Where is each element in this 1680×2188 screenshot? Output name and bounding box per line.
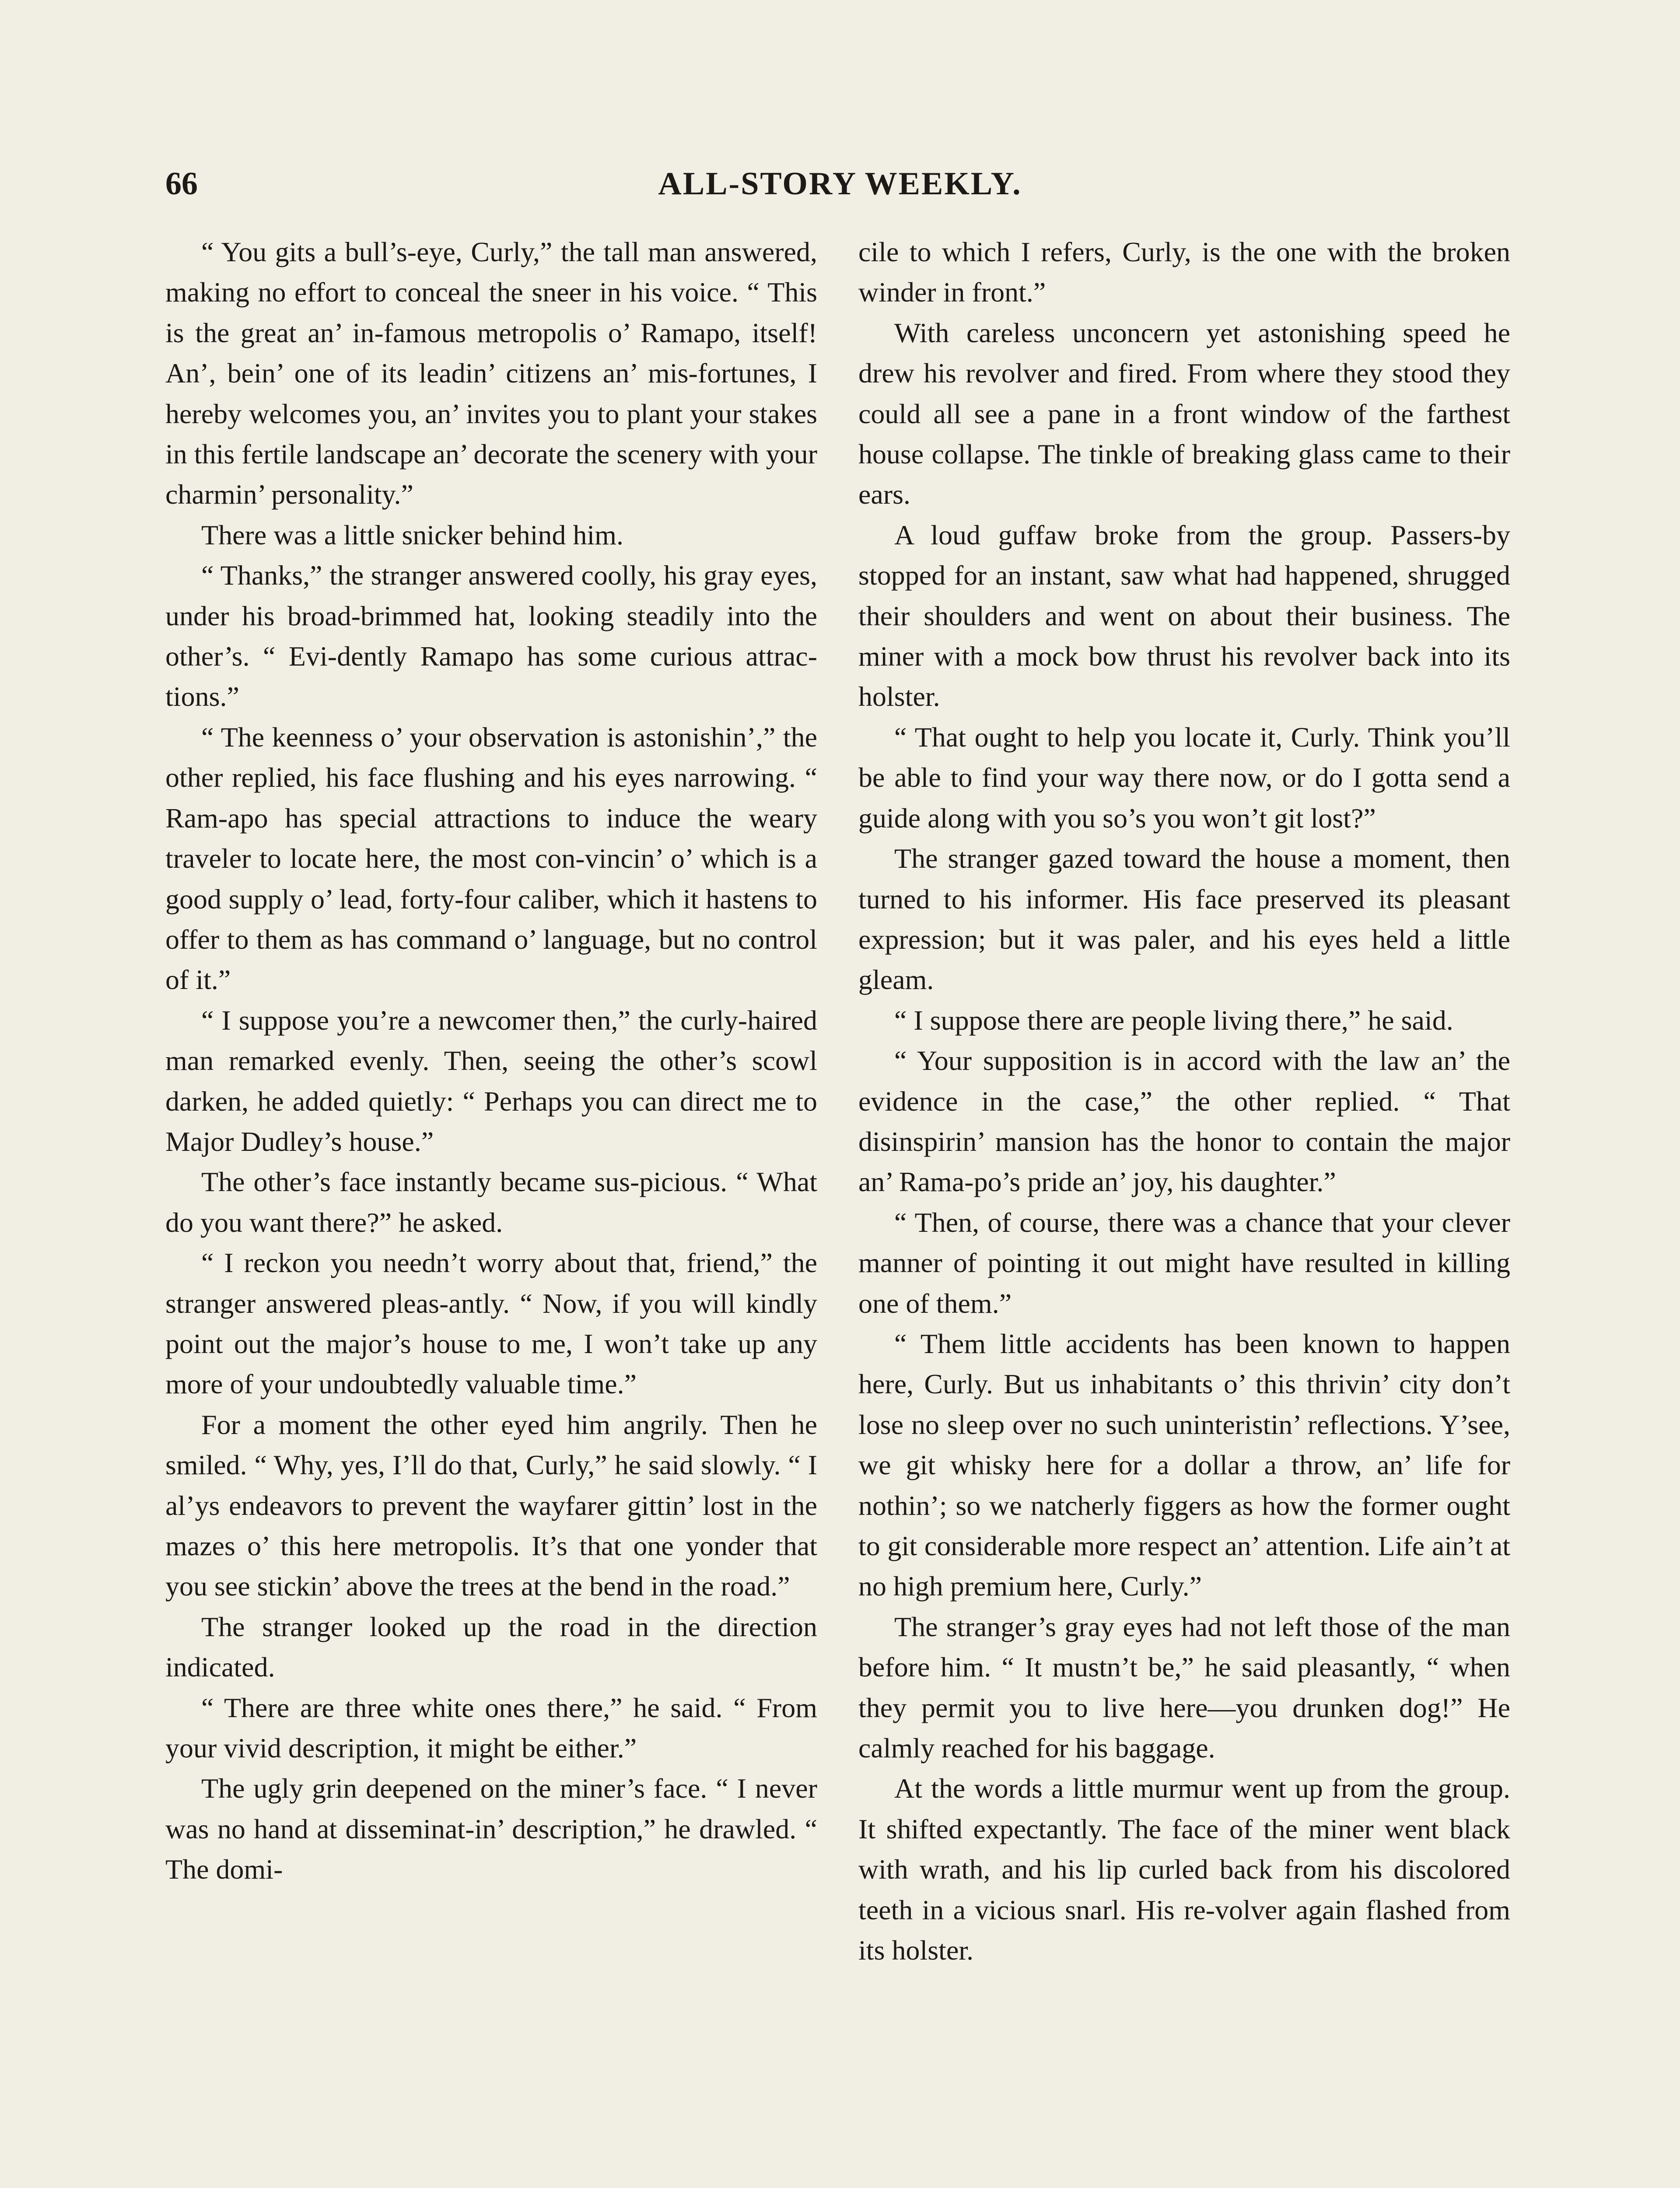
right-column	[858, 232, 1510, 1971]
paragraph: The ugly grin deepened on the miner’s face. “ I never was no hand at disseminat-in’ description,” he drawled. “ The domi-	[165, 1773, 817, 1885]
paragraph: “ That ought to help you locate it, Curly. Think you’ll be able to find your way there now, or do I gotta send a guide along with you so’s you won’t git lost?”	[858, 721, 1510, 834]
paragraph: The other’s face instantly became sus-picious. “ What do you want there?” he asked.	[165, 1166, 817, 1238]
left-column	[165, 232, 817, 1890]
paragraph: “ I suppose you’re a newcomer then,” the curly-haired man remarked evenly. Then, seeing the other’s scowl darken, he added quietly: “ Perhaps you can direct me to Major Dudley’s house.”	[165, 1004, 817, 1157]
paragraph: “ The keenness o’ your observation is astonishin’,” the other replied, his face flushing and his eyes narrowing. “ Ram-apo has special attractions to induce the weary traveler to locate here, the most con-vincin’ o’ which is a good supply o’ lead, forty-four caliber, which it hastens to offer to them as has command o’ language, but no control of it.”	[165, 721, 817, 996]
page-number: 66	[165, 166, 198, 202]
paragraph: “ I suppose there are people living there,” he said.	[894, 1004, 1453, 1036]
paragraph: The stranger’s gray eyes had not left those of the man before him. “ It mustn’t be,” he said pleasantly, “ when they permit you to live here—you drunken dog!” He calmly reached for his baggage.	[858, 1611, 1510, 1764]
paragraph: The stranger looked up the road in the direction indicated.	[165, 1611, 817, 1683]
page-header	[165, 160, 1515, 208]
paragraph: At the words a little murmur went up from the group. It shifted expectantly. The face of the miner went black with wrath, and his lip curled back from his discolored teeth in a vicious snarl. His re-volver again flashed from its holster.	[858, 1773, 1510, 1966]
paragraph: “ Thanks,” the stranger answered coolly, his gray eyes, under his broad-brimmed hat, looking steadily into the other’s. “ Evi-dently Ramapo has some curious attrac-tions.”	[165, 560, 817, 712]
paragraph: “ There are three white ones there,” he said. “ From your vivid description, it might be either.”	[165, 1692, 817, 1764]
paragraph-continued: cile to which I refers, Curly, is the one with the broken winder in front.”	[858, 236, 1510, 308]
running-head: ALL-STORY WEEKLY.	[658, 166, 1022, 202]
paragraph: For a moment the other eyed him angrily. Then he smiled. “ Why, yes, I’ll do that, Curly,” he said slowly. “ I al’ys endeavors to prevent the wayfarer gittin’ lost in the mazes o’ this here metropolis. It’s that one yonder that you see stickin’ above the trees at the bend in the road.”	[165, 1409, 817, 1602]
paragraph: “ Then, of course, there was a chance that your clever manner of pointing it out might have resulted in killing one of them.”	[858, 1206, 1510, 1319]
paragraph: “ I reckon you needn’t worry about that, friend,” the stranger answered pleas-antly. “ Now, if you will kindly point out the major’s house to me, I won’t take up any more of your undoubtedly valuable time.”	[165, 1247, 817, 1400]
paragraph: “ You gits a bull’s-eye, Curly,” the tall man answered, making no effort to conceal the sneer in his voice. “ This is the great an’ in-famous metropolis o’ Ramapo, itself! An’, bein’ one of its leadin’ citizens an’ mis-fortunes, I hereby welcomes you, an’ invites you to plant your stakes in this fertile landscape an’ decorate the scenery with your charmin’ personality.”	[165, 236, 817, 510]
paragraph: With careless unconcern yet astonishing speed he drew his revolver and fired. From where they stood they could all see a pane in a front window of the farthest house collapse. The tinkle of breaking glass came to their ears.	[858, 317, 1510, 510]
paragraph: There was a little snicker behind him.	[201, 519, 624, 551]
paragraph: A loud guffaw broke from the group. Passers-by stopped for an instant, saw what had happened, shrugged their shoulders and went on about their business. The miner with a mock bow thrust his revolver back into its holster.	[858, 519, 1510, 712]
paragraph: “ Them little accidents has been known to happen here, Curly. But us inhabitants o’ this thrivin’ city don’t lose no sleep over no such uninteristin’ reflections. Y’see, we git whisky here for a dollar a throw, an’ life for nothin’; so we natcherly figgers as how the former ought to git considerable more respect an’ attention. Life ain’t at no high premium here, Curly.”	[858, 1328, 1510, 1602]
paragraph: “ Your supposition is in accord with the law an’ the evidence in the case,” the other replied. “ That disinspirin’ mansion has the honor to contain the major an’ Rama-po’s pride an’ joy, his daughter.”	[858, 1045, 1510, 1198]
paragraph: The stranger gazed toward the house a moment, then turned to his informer. His face preserved its pleasant expression; but it was paler, and his eyes held a little gleam.	[858, 843, 1510, 996]
